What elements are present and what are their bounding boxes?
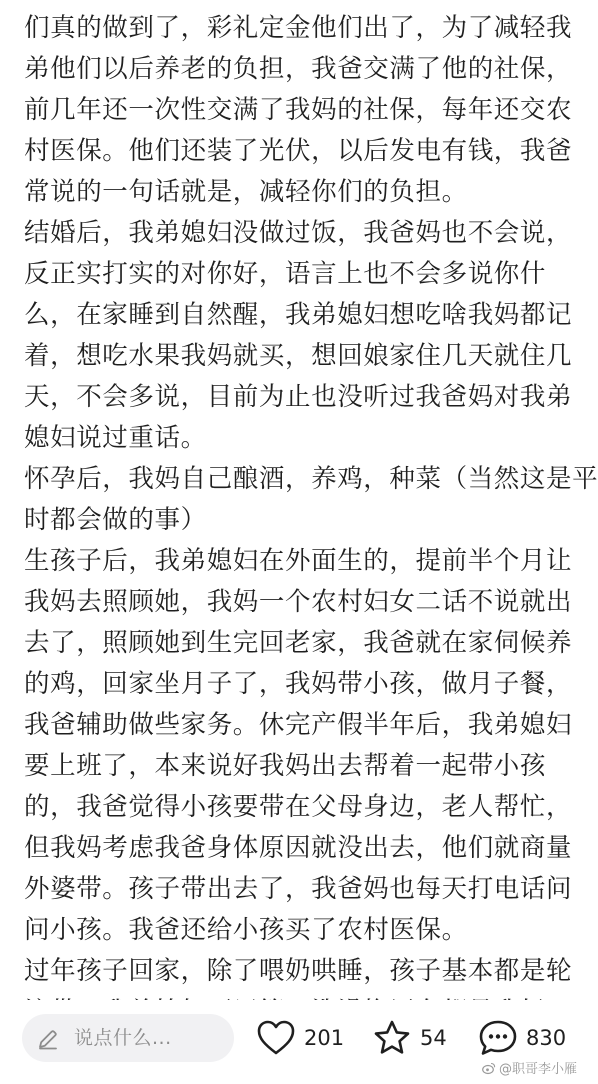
article-line: 们真的做到了，彩礼定金他们出了，为了减轻我 [24,13,573,43]
article-line: 过年孩子回家，除了喂奶哄睡，孩子基本都是轮 [24,956,573,986]
watermark-text: @职哥李小雁 [499,1062,578,1077]
article-line: 怀孕后，我妈自己酿酒，养鸡，种菜（当然这是平 [24,464,598,494]
favorite-count: 54 [420,1026,447,1050]
article-line: 弟他们以后养老的负担，我爸交满了他的社保， [24,54,573,84]
article-line: 村医保。他们还装了光伏，以后发电有钱，我爸 [24,136,573,166]
weibo-logo-icon [482,1061,496,1075]
comment-placeholder: 说点什么... [74,1027,172,1049]
article-line: 问小孩。我爸还给小孩买了农村医保。 [24,915,468,945]
article-line: 前几年还一次性交满了我妈的社保，每年还交农 [24,95,573,125]
comment-input[interactable] [22,1014,234,1062]
article-line: 去了，照顾她到生完回老家，我爸就在家伺候养 [24,628,573,658]
article-line: 常说的一句话就是，减轻你们的负担。 [24,177,468,207]
comments-button[interactable] [478,1016,578,1060]
article-line: 的，我爸觉得小孩要带在父母身边，老人帮忙， [24,792,573,822]
article-line: 我妈去照顾她，我妈一个农村妇女二话不说就出 [24,587,573,617]
article-line: 么，在家睡到自然醒，我弟媳妇想吃啥我妈都记 [24,300,573,330]
article-line: 外婆带。孩子带出去了，我爸妈也每天打电话问 [24,874,573,904]
pen-icon [36,1027,60,1051]
star-icon [372,1019,412,1057]
article-line: 生孩子后，我弟媳妇在外面生的，提前半个月让 [24,546,573,576]
article-line: 要上班了，本来说好我妈出去帮着一起带小孩 [24,751,547,781]
like-count: 201 [304,1026,345,1050]
heart-icon [256,1019,296,1057]
comments-count: 830 [526,1026,567,1050]
article-line: 我爸辅助做些家务。休完产假半年后，我弟媳妇 [24,710,573,740]
article-line: 时都会做的事） [24,505,207,535]
article-line: 反正实打实的对你好，语言上也不会多说你什 [24,259,547,289]
favorite-button[interactable] [372,1016,452,1060]
article-line: 天，不会多说，目前为止也没听过我爸妈对我弟 [24,382,573,412]
watermark [482,1060,577,1080]
like-button[interactable] [256,1016,346,1060]
article-line: 结婚后，我弟媳妇没做过饭，我爸妈也不会说， [24,218,573,248]
article-line: 着，想吃水果我妈就买，想回娘家住几天就住几 [24,341,573,371]
article-line: 媳妇说过重话。 [24,423,207,453]
article-line: 的鸡，回家坐月子了，我妈带小孩，做月子餐， [24,669,573,699]
article-line: 但我妈考虑我爸身体原因就没出去，他们就商量 [24,833,573,863]
speech-bubble-icon [478,1019,518,1057]
